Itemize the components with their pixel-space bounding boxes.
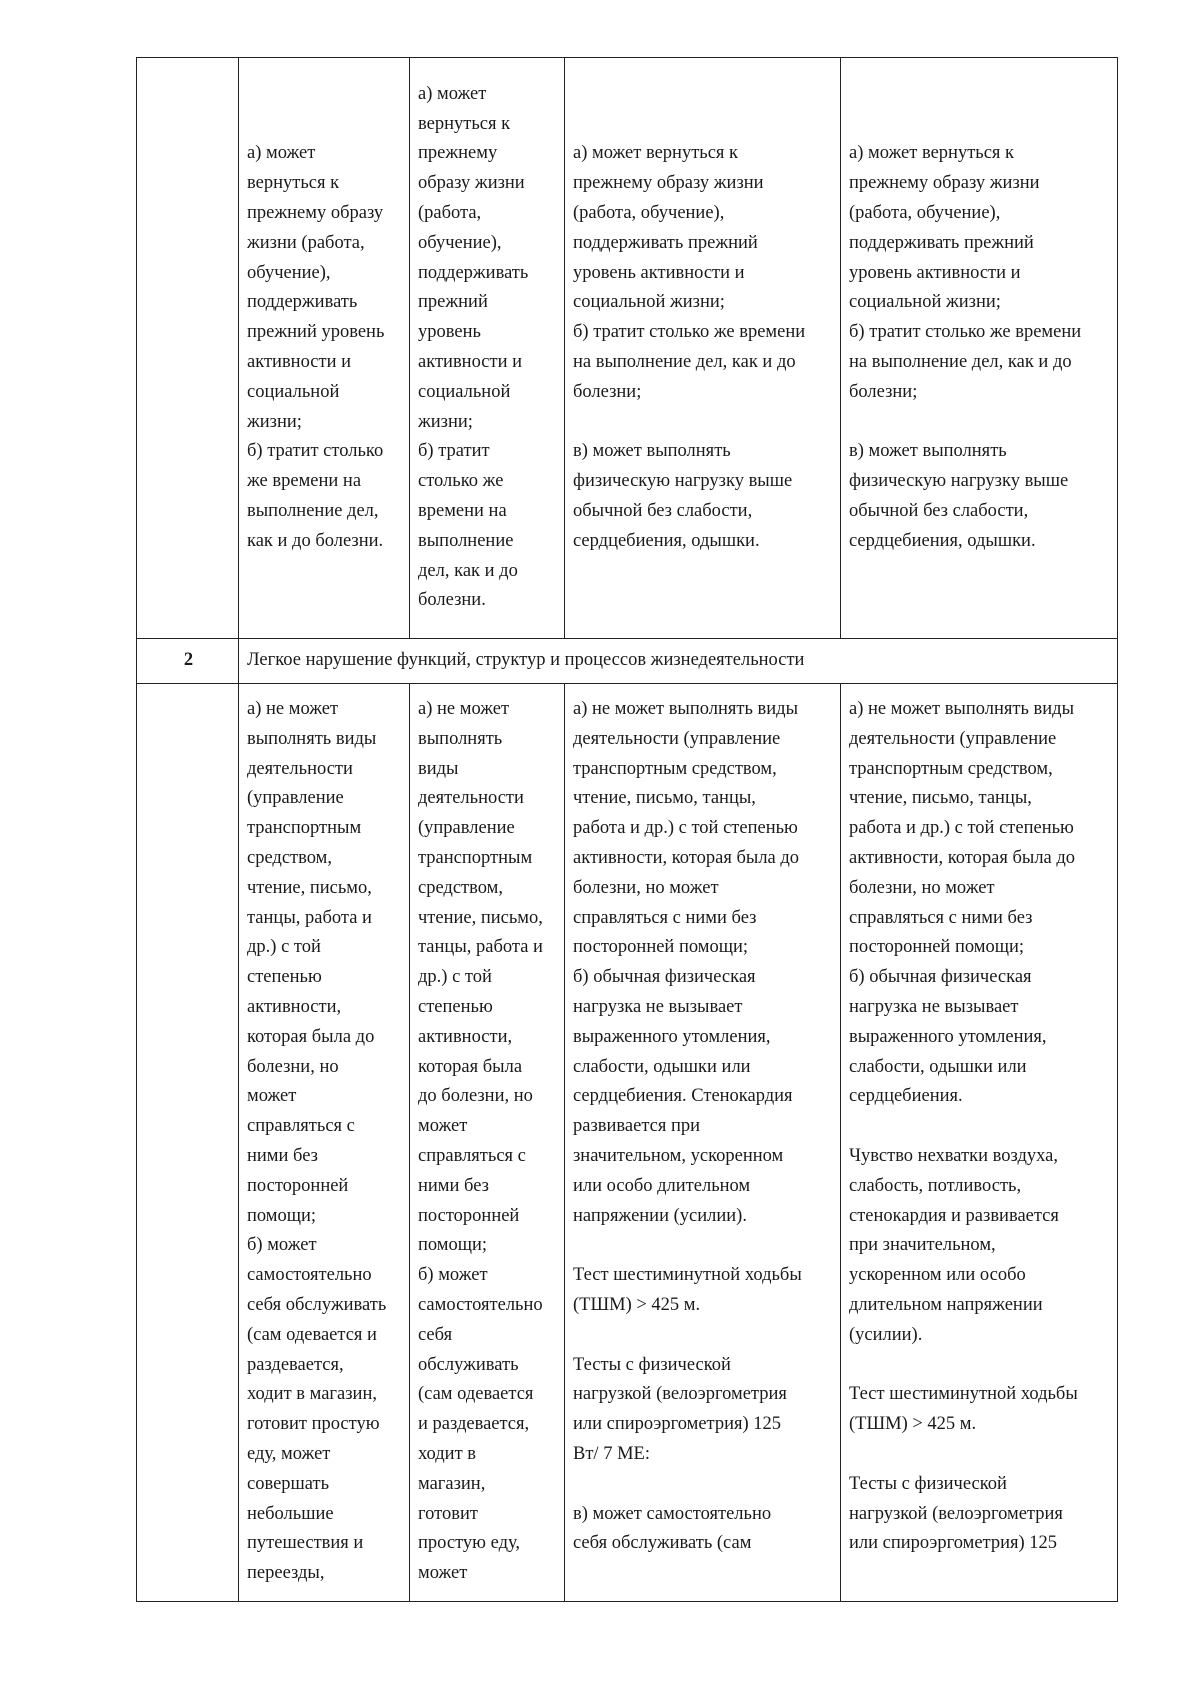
table-cell: а) может вернуться к прежнему образу жизни (работа, обучение), поддерживать прежний уровень активности и социальной жизни; б) тратит столько же времени на выполнение дел, как и до болезни; в) может выполнять физическую нагрузку выше обычной без слабости, сердцебиения, одышки. xyxy=(841,58,1118,639)
row-number-cell xyxy=(137,684,239,1602)
row-number-cell xyxy=(137,58,239,639)
table-row xyxy=(137,58,1118,639)
table-cell: а) может вернуться к прежнему образу жизни (работа, обучение), поддерживать прежний уровень активности и социальной жизни; б) тратит столько же времени на выполнение дел, как и до болезни. xyxy=(410,58,565,639)
table-cell: а) не может выполнять виды деятельности (управление транспортным средством, чтение, письмо, танцы, работа и др.) с той степенью активности, которая была до болезни, но может справляться с ними без посторонней помощи; б) обычная физическая нагрузка не вызывает выраженного утомления, слабости, одышки или сердцебиения. Стенокардия развивается при значительном, ускоренном или особо длительном напряжении (усилии). Тест шестиминутной ходьбы (ТШМ) > 425 м. Тесты с физической нагрузкой (велоэргометрия или спироэргометрия) 125 Вт/ 7 МЕ: в) может самостоятельно себя обслуживать (сам xyxy=(565,684,841,1602)
table-cell: а) не может выполнять виды деятельности (управление транспортным средством, чтение, письмо, танцы, работа и др.) с той степенью активности, которая была до болезни, но может справляться с ними без посторонней помощи; б) обычная физическая нагрузка не вызывает выраженного утомления, слабости, одышки или сердцебиения. Чувство нехватки воздуха, слабость, потливость, стенокардия и развивается при значительном, ускоренном или особо длительном напряжении (усилии). Тест шестиминутной ходьбы (ТШМ) > 425 м. Тесты с физической нагрузкой (велоэргометрия или спироэргометрия) 125 xyxy=(841,684,1118,1602)
section-title-cell: Легкое нарушение функций, структур и процессов жизнедеятельности xyxy=(239,639,1118,684)
table-cell: а) может вернуться к прежнему образу жизни (работа, обучение), поддерживать прежний уровень активности и социальной жизни; б) тратит столько же времени на выполнение дел, как и до болезни. xyxy=(239,58,410,639)
criteria-table xyxy=(136,57,1118,1602)
section-header-row xyxy=(137,639,1118,684)
table-row xyxy=(137,684,1118,1602)
table-cell: а) не может выполнять виды деятельности (управление транспортным средством, чтение, письмо, танцы, работа и др.) с той степенью активности, которая была до болезни, но может справляться с ними без посторонней помощи; б) может самостоятельно себя обслуживать (сам одевается и раздевается, ходит в магазин, готовит простую еду, может xyxy=(410,684,565,1602)
table-cell: а) может вернуться к прежнему образу жизни (работа, обучение), поддерживать прежний уровень активности и социальной жизни; б) тратит столько же времени на выполнение дел, как и до болезни; в) может выполнять физическую нагрузку выше обычной без слабости, сердцебиения, одышки. xyxy=(565,58,841,639)
table-cell: а) не может выполнять виды деятельности (управление транспортным средством, чтение, письмо, танцы, работа и др.) с той степенью активности, которая была до болезни, но может справляться с ними без посторонней помощи; б) может самостоятельно себя обслуживать (сам одевается и раздевается, ходит в магазин, готовит простую еду, может совершать небольшие путешествия и переезды, xyxy=(239,684,410,1602)
row-number-cell: 2 xyxy=(137,639,239,684)
